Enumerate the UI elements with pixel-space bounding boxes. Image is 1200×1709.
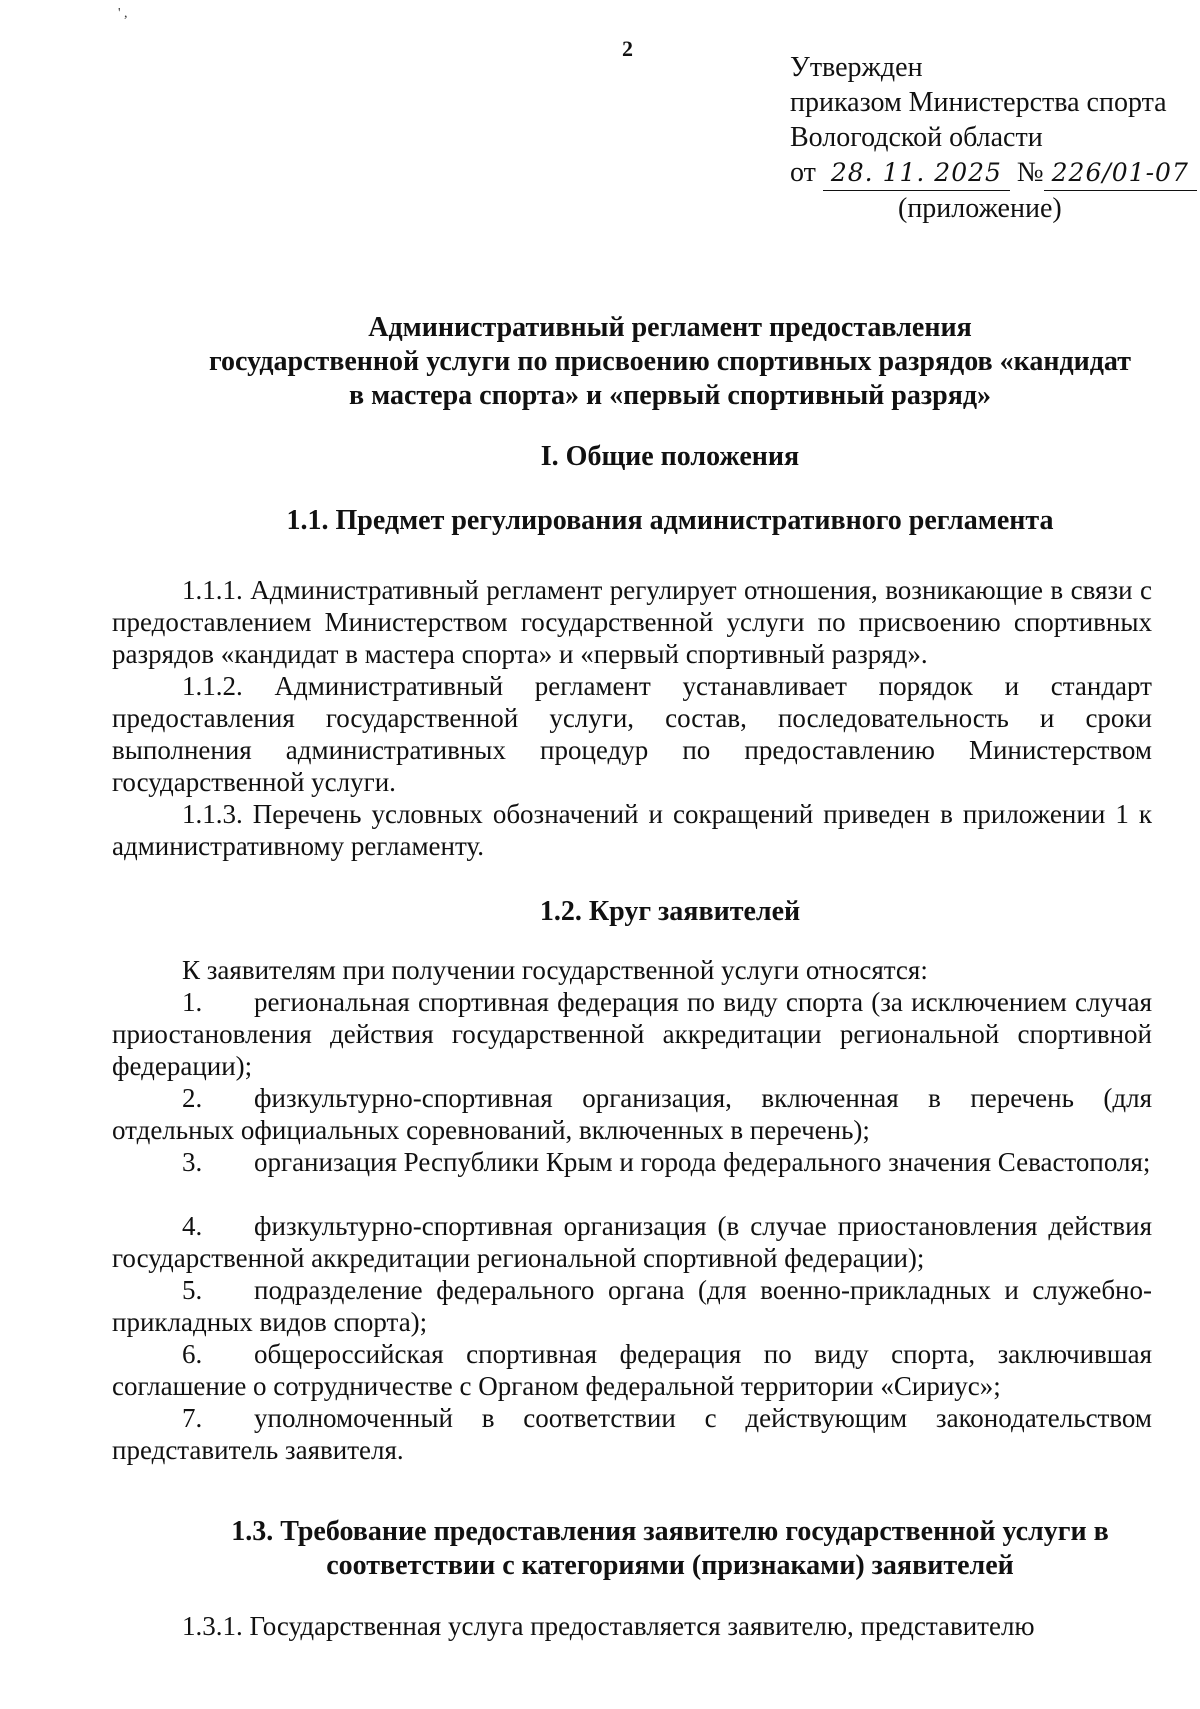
list-item-text: организация Республики Крым и города федерального значения Севастополя;	[254, 1147, 1151, 1177]
list-item-number: 2.	[182, 1083, 203, 1113]
approval-line-1: Утвержден	[790, 52, 923, 83]
paragraph-1-1-2: 1.1.2. Административный регламент устанавливает порядок и стандарт предоставления государственной услуги, состав, последовательность и сроки выполнения административных процедур по предоставлению Министерством государственной услуги.	[112, 671, 1152, 797]
applicants-intro: К заявителям при получении государственной услуги относятся:	[182, 955, 928, 985]
paragraph-1-3-1: 1.3.1. Государственная услуга предоставляется заявителю, представителю	[182, 1611, 1035, 1641]
list-item	[112, 1210, 1152, 1274]
list-item	[112, 1274, 1152, 1338]
list-item-text: региональная спортивная федерация по виду спорта (за исключением случая приостановления действия государственной аккредитации региональной спортивной федерации);	[112, 987, 1152, 1081]
title-line: государственной услуги по присвоению спортивных разрядов «кандидат	[209, 346, 1131, 377]
paragraph-1-1-1: 1.1.1. Административный регламент регулирует отношения, возникающие в связи с предоставлением Министерством государственной услуги по присвоению спортивных разрядов «кандидат в мастера спорта» и «первый спортивный разряд».	[112, 575, 1152, 669]
list-item-number: 7.	[182, 1403, 203, 1433]
date-prefix: от	[790, 157, 816, 188]
approval-line-3: Вологодской области	[790, 122, 1043, 153]
list-item	[112, 1146, 1152, 1178]
list-item-text: общероссийская спортивная федерация по виду спорта, заключившая соглашение о сотрудничестве с Органом федеральной территории «Сириус»;	[112, 1339, 1152, 1401]
paragraph-1-1-3: 1.1.3. Перечень условных обозначений и сокращений приведен в приложении 1 к административному регламенту.	[112, 799, 1152, 861]
list-item	[112, 1338, 1152, 1402]
page-number: 2	[622, 36, 633, 61]
handwritten-number: 226/01-07	[1044, 155, 1197, 191]
subsection-heading-1-1: 1.1. Предмет регулирования административного регламента	[286, 505, 1054, 536]
approval-date-row	[790, 155, 1197, 191]
list-item	[112, 1402, 1152, 1466]
list-item-text: уполномоченный в соответствии с действующим законодательством представитель заявителя.	[112, 1403, 1152, 1465]
title-line: Административный регламент предоставления	[368, 312, 972, 343]
subsection-heading-line: соответствии с категориями (признаками) заявителей	[326, 1550, 1014, 1581]
section-heading: I. Общие положения	[540, 441, 800, 472]
subsection-heading-1-2: 1.2. Круг заявителей	[539, 896, 801, 927]
title-line: в мастера спорта» и «первый спортивный разряд»	[348, 380, 992, 411]
list-item-number: 1.	[182, 987, 203, 1017]
number-prefix: №	[1016, 157, 1044, 188]
document-title	[100, 311, 1200, 413]
list-item-text: физкультурно-спортивная организация, включенная в перечень (для отдельных официальных соревнований, включенных в перечень);	[112, 1083, 1152, 1145]
approval-block	[790, 50, 1197, 226]
list-item	[112, 986, 1152, 1082]
handwritten-date: 28. 11. 2025	[823, 155, 1010, 191]
scan-marks: ' ,	[118, 6, 128, 21]
list-item-number: 4.	[182, 1211, 203, 1241]
list-item	[112, 1082, 1152, 1146]
approval-note: (приложение)	[898, 193, 1062, 224]
list-item-text: физкультурно-спортивная организация (в случае приостановления действия государственной аккредитации региональной спортивной федерации);	[112, 1211, 1152, 1273]
list-item-text: подразделение федерального органа (для военно-прикладных и служебно-прикладных видов спорта);	[112, 1275, 1152, 1337]
list-item-number: 3.	[182, 1147, 203, 1177]
list-item-number: 6.	[182, 1339, 203, 1369]
subsection-heading-1-3	[190, 1515, 1150, 1583]
list-item-number: 5.	[182, 1275, 203, 1305]
approval-line-2: приказом Министерства спорта	[790, 87, 1167, 118]
subsection-heading-line: 1.3. Требование предоставления заявителю государственной услуги в	[231, 1516, 1109, 1547]
